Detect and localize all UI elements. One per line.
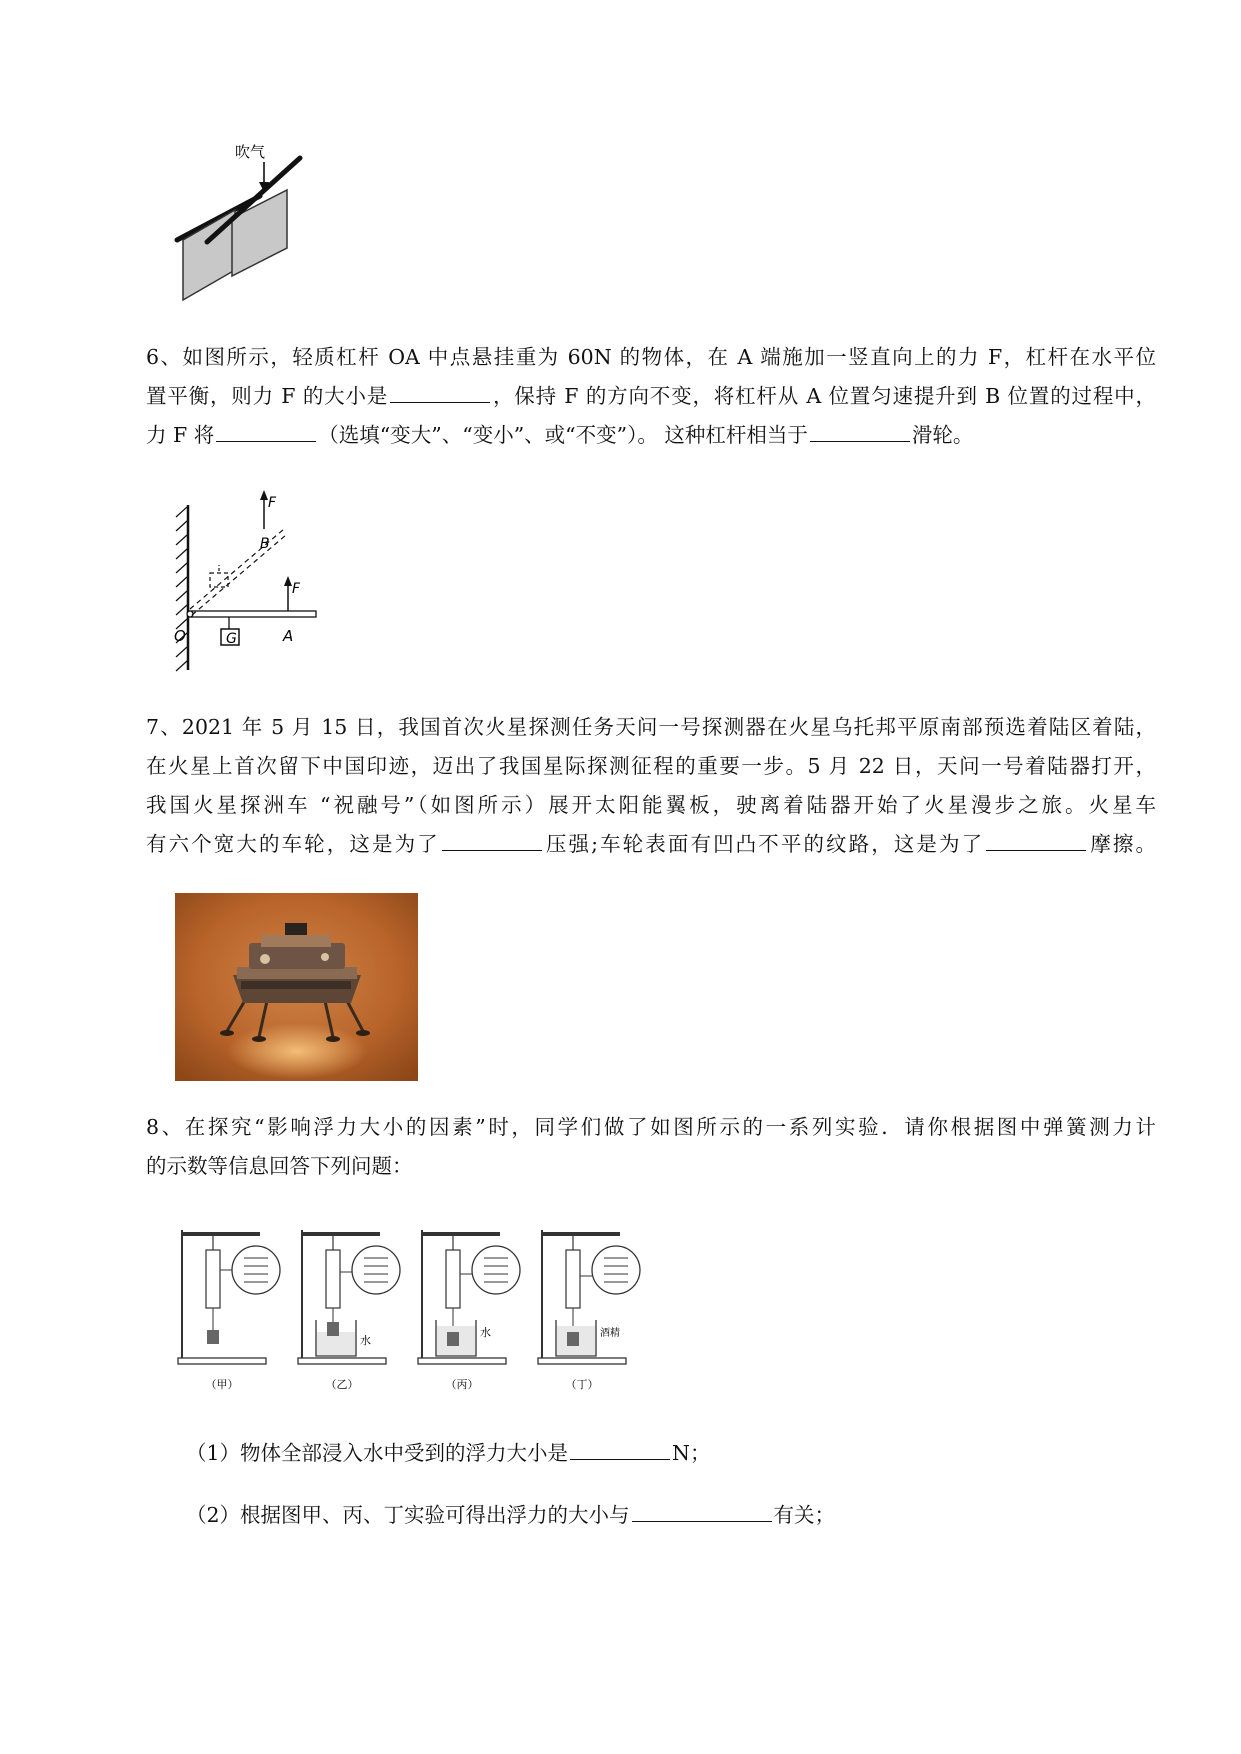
buoyancy-experiment-figure — [170, 1220, 680, 1400]
blowing-paper-figure — [150, 140, 360, 310]
lever-label-f-right: F — [292, 581, 301, 597]
q7-blank-1 — [442, 849, 542, 851]
q8-sub-2: （2）根据图甲、丙、丁实验可得出浮力的大小与 有关； — [186, 1503, 836, 1527]
fig-label-yi: （乙） — [325, 1378, 359, 1391]
blow-label: 吹气 — [234, 143, 266, 161]
question-7 — [146, 708, 1156, 864]
lever-label-f-top: F — [268, 495, 277, 511]
lever-figure — [168, 485, 348, 675]
liquid-label-3: 酒精 — [600, 1328, 620, 1339]
stand-yi — [298, 1230, 400, 1364]
mars-lander-image — [175, 893, 418, 1081]
q6-line-2: 置平衡，则力 F 的大小是 ，保持 F 的方向不变，将杠杆从 A 位置匀速提升到 B 位置的过程中， — [146, 384, 1156, 408]
liquid-label-2: 水 — [480, 1326, 491, 1339]
fig-label-jia: （甲） — [205, 1378, 239, 1391]
q6-blank-2 — [216, 440, 316, 442]
liquid-label-1: 水 — [360, 1334, 371, 1347]
lever-label-a: A — [283, 627, 294, 645]
q8-line-2: 的示数等信息回答下列问题： — [146, 1154, 413, 1178]
q8-line-1: 8、在探究“影响浮力大小的因素”时，同学们做了如图所示的一系列实验．请你根据图中弹簧测力计 — [146, 1115, 1156, 1139]
q6-line-1: 6、如图所示，轻质杠杆 OA 中点悬挂重为 60N 的物体，在 A 端施加一竖直向上的力 F，杠杆在水平位 — [146, 345, 1156, 369]
fig-label-bing: （丙） — [445, 1378, 479, 1391]
lever-label-g: G — [226, 631, 237, 647]
q7-line-1: 7、2021 年 5 月 15 日，我国首次火星探测任务天问一号探测器在火星乌托邦平原南部预选着陆区着陆， — [146, 715, 1156, 739]
stand-bing — [418, 1230, 520, 1364]
q8-blank-2 — [632, 1520, 772, 1522]
q7-line-4: 有六个宽大的车轮，这是为了 压强;车轮表面有凹凸不平的纹路，这是为了 摩擦。 — [146, 832, 1157, 856]
lever-label-o: O — [174, 627, 186, 645]
q8-blank-1 — [570, 1458, 670, 1460]
fig-label-ding: （丁） — [565, 1378, 599, 1391]
q6-blank-1 — [390, 401, 490, 403]
question-6 — [146, 338, 1156, 455]
q8-sub-1: （1）物体全部浸入水中受到的浮力大小是 N； — [186, 1441, 711, 1465]
stand-ding — [538, 1230, 640, 1364]
question-8 — [146, 1108, 1156, 1186]
q7-line-3: 我国火星探洲车 “祝融号”（如图所示）展开太阳能翼板，驶离着陆器开始了火星漫步之旅。火星车 — [146, 793, 1156, 817]
q7-blank-2 — [986, 849, 1086, 851]
stand-jia — [178, 1230, 280, 1364]
lever-label-b: B — [260, 536, 270, 552]
q6-blank-3 — [810, 440, 910, 442]
q7-line-2: 在火星上首次留下中国印迹，迈出了我国星际探测征程的重要一步。5 月 22 日，天问一号着陆器打开， — [146, 754, 1156, 778]
q6-line-3: 力 F 将 （选填“变大”、“变小”、或“不变”）。 这种杠杆相当于 滑轮。 — [146, 423, 974, 447]
